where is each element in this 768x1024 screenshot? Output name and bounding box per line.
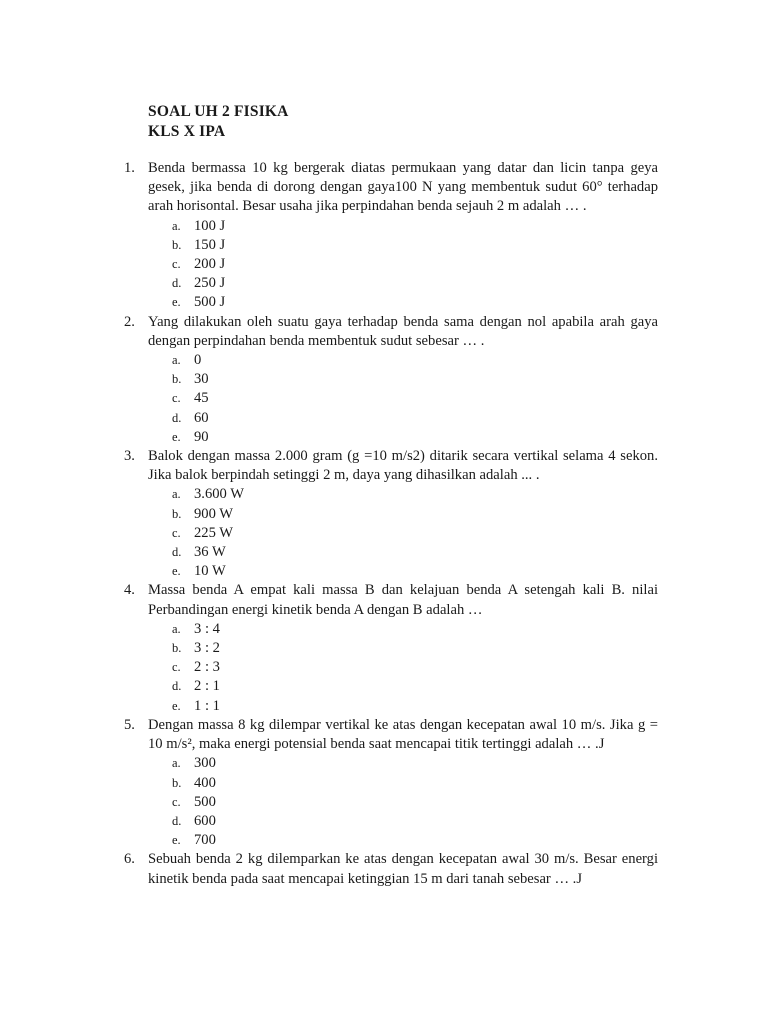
option-letter: d. <box>172 276 182 291</box>
option-letter: d. <box>172 410 182 425</box>
option-text: 500 <box>194 793 216 810</box>
question-number: 1. <box>124 160 135 176</box>
option-letter: c. <box>172 391 181 406</box>
answer-option <box>172 293 658 312</box>
option-text: 2 : 1 <box>194 678 220 695</box>
option-letter: a. <box>172 621 181 636</box>
answer-option <box>172 255 658 274</box>
exam-title: SOAL UH 2 FISIKA <box>148 103 289 120</box>
answer-option <box>172 351 658 370</box>
option-text: 700 <box>194 832 216 849</box>
option-letter: c. <box>172 660 181 675</box>
question-number: 3. <box>124 448 135 465</box>
question-content <box>148 716 658 850</box>
answer-option <box>172 793 658 812</box>
option-text: 400 <box>194 774 216 791</box>
option-letter: e. <box>172 429 181 444</box>
option-text: 30 <box>194 371 209 388</box>
answer-option <box>172 409 658 428</box>
question-number: 4. <box>124 582 135 599</box>
answer-option <box>172 217 658 236</box>
option-text: 100 J <box>194 217 226 234</box>
option-text: 10 W <box>194 563 226 580</box>
option-letter: a. <box>172 487 181 502</box>
option-text: 200 J <box>194 256 226 273</box>
option-text: 150 J <box>194 236 226 253</box>
exam-header <box>148 102 289 142</box>
option-text: 1 : 1 <box>194 697 220 714</box>
answer-option <box>172 620 658 639</box>
option-letter: d. <box>172 813 182 828</box>
answer-options <box>148 351 658 447</box>
option-letter: c. <box>172 525 181 540</box>
option-letter: c. <box>172 794 181 809</box>
option-letter: d. <box>172 545 182 560</box>
option-letter: b. <box>172 641 182 656</box>
option-letter: e. <box>172 295 181 310</box>
answer-option <box>172 697 658 716</box>
question-number: 2. <box>124 313 135 330</box>
option-text: 225 W <box>194 524 234 541</box>
option-text: 3.600 W <box>194 486 244 503</box>
option-letter: a. <box>172 353 181 368</box>
question-number: 5. <box>124 716 135 733</box>
answer-option <box>172 562 658 581</box>
option-text: 600 <box>194 812 216 829</box>
option-text: 45 <box>194 390 209 407</box>
answer-option <box>172 812 658 831</box>
question-item <box>124 850 658 888</box>
answer-option <box>172 543 658 562</box>
answer-option <box>172 639 658 658</box>
answer-option <box>172 524 658 543</box>
option-letter: c. <box>172 257 181 272</box>
question-text: Yang dilakukan oleh suatu gaya terhadap benda sama dengan nol apabila arah gaya dengan perpindahan benda membentuk sudut sebesar … . <box>148 313 658 349</box>
option-letter: e. <box>172 564 181 579</box>
question-item <box>124 159 658 313</box>
class-label: KLS X IPA <box>148 123 226 140</box>
answer-option <box>172 428 658 447</box>
option-text: 500 J <box>194 294 226 311</box>
answer-option <box>172 677 658 696</box>
question-text: Massa benda A empat kali massa B dan kelajuan benda A setengah kali B. nilai Perbandingan energi kinetik benda A dengan B adalah … <box>148 582 658 618</box>
option-text: 3 : 2 <box>194 640 220 657</box>
question-item <box>124 447 658 581</box>
option-letter: d. <box>172 679 182 694</box>
question-item <box>124 716 658 850</box>
option-letter: b. <box>172 506 182 521</box>
answer-option <box>172 754 658 773</box>
answer-options <box>148 620 658 716</box>
option-letter: a. <box>172 218 181 233</box>
answer-option <box>172 485 658 504</box>
answer-option <box>172 774 658 793</box>
answer-option <box>172 370 658 389</box>
option-letter: e. <box>172 698 181 713</box>
answer-option <box>172 236 658 255</box>
question-text: Dengan massa 8 kg dilempar vertikal ke atas dengan kecepatan awal 10 m/s. Jika g = 10 m/s², maka energi potensial benda saat mencapai titik tertinggi adalah … .J <box>148 716 658 753</box>
option-text: 300 <box>194 755 216 772</box>
answer-options <box>148 754 658 850</box>
option-letter: b. <box>172 237 182 252</box>
answer-options <box>148 485 658 581</box>
question-content <box>148 313 658 447</box>
option-letter: b. <box>172 775 182 790</box>
option-text: 90 <box>194 428 209 445</box>
question-text: Balok dengan massa 2.000 gram (g =10 m/s2) ditarik secara vertikal selama 4 sekon. Jika balok berpindah setinggi 2 m, daya yang dihasilkan adalah ... . <box>148 448 658 484</box>
question-content <box>148 159 658 313</box>
option-text: 3 : 4 <box>194 620 220 637</box>
answer-option <box>172 389 658 408</box>
option-text: 60 <box>194 409 209 426</box>
question-content <box>148 447 658 581</box>
answer-options <box>148 217 658 313</box>
option-letter: b. <box>172 372 182 387</box>
option-text: 0 <box>194 352 202 369</box>
question-list <box>124 159 658 889</box>
answer-option <box>172 274 658 293</box>
question-content <box>148 850 658 888</box>
question-item <box>124 313 658 447</box>
option-text: 900 W <box>194 505 234 522</box>
question-item <box>124 581 658 715</box>
question-text: Benda bermassa 10 kg bergerak diatas permukaan yang datar dan licin tanpa geya gesek, jika benda di dorong dengan gaya100 N yang membentuk sudut 60° terhadap arah horisontal. Besar usaha jika perpindahan benda sejauh 2 m adalah … . <box>148 160 658 215</box>
answer-option <box>172 658 658 677</box>
option-text: 2 : 3 <box>194 659 220 676</box>
question-number: 6. <box>124 851 135 868</box>
option-text: 36 W <box>194 544 226 561</box>
answer-option <box>172 831 658 850</box>
option-letter: a. <box>172 756 181 771</box>
answer-option <box>172 505 658 524</box>
question-text: Sebuah benda 2 kg dilemparkan ke atas dengan kecepatan awal 30 m/s. Besar energi kinetik benda pada saat mencapai ketinggian 15 m dari tanah sebesar … .J <box>148 851 658 887</box>
option-letter: e. <box>172 833 181 848</box>
question-content <box>148 581 658 715</box>
option-text: 250 J <box>194 275 226 292</box>
